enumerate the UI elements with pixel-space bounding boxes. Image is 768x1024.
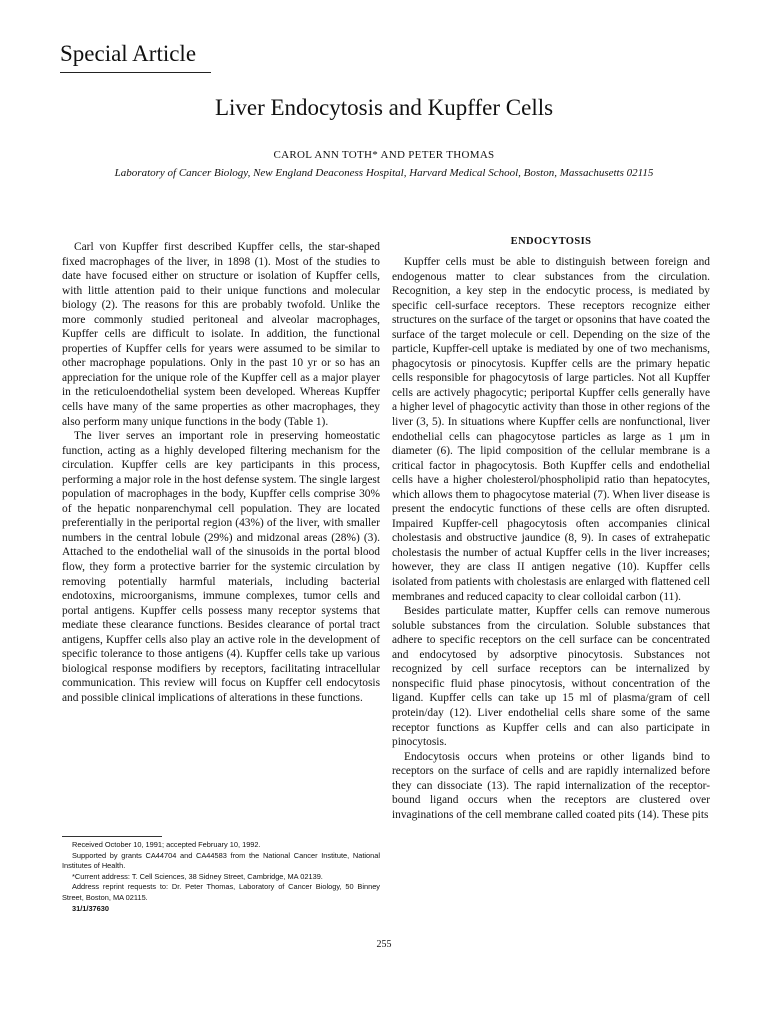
- footnote-supported: Supported by grants CA44704 and CA44583 from the National Cancer Institute, National Institutes of Health.: [62, 850, 380, 871]
- section-rule: [60, 72, 211, 73]
- section-label: Special Article: [60, 41, 197, 66]
- affiliation: Laboratory of Cancer Biology, New England Deaconess Hospital, Harvard Medical School, Boston, Massachusetts 02115: [114, 167, 654, 179]
- footnote-received: Received October 10, 1991; accepted February 10, 1992.: [72, 840, 261, 849]
- footnote-rule: [62, 836, 162, 837]
- paragraph: Endocytosis occurs when proteins or other ligands bind to receptors on the surface of cells and are rapidly internalized before they can dissociate (13). The rapid internalization of the receptor-bound ligand occurs when the receptors are clustered over invaginations of the cell membrane called coated pits (14). These pits: [392, 750, 710, 821]
- footnotes: [62, 840, 380, 914]
- article-title: Liver Endocytosis and Kupffer Cells: [214, 95, 554, 120]
- footnote-current-address: *Current address: T. Cell Sciences, 38 Sidney Street, Cambridge, MA 02139.: [72, 871, 323, 881]
- footnote-reprints: Address reprint requests to: Dr. Peter Thomas, Laboratory of Cancer Biology, 50 Binney Street, Boston, MA 02115.: [62, 882, 380, 902]
- paragraph: The liver serves an important role in preserving homeostatic function, acting as a highly developed filtering mechanism for the circulation. Kupffer cells are key participants in this process, performing a major role in the host defense system. The single largest population of macrophages in the body, Kupffer cells comprise 30% of the hepatic nonparenchymal cell population. They are located preferentially in the periportal region (43%) of the liver, with smaller numbers in the central lobule (29%) and midzonal areas (28%) (3). Attached to the endothelial wall of the sinusoids in the portal blood flow, they form a protective barrier for the systemic circulation by removing potentially harmful materials, including bacterial endotoxins, microorganisms, immune complexes, tumor cells and portal antigens. Kupffer cells possess many receptor systems that mediate these clearance functions. Besides clearance of portal tract antigens, Kupffer cells also play an active role in the development of specific tolerance to those antigens (4). Kupffer cells take up various biological response modifiers by receptors, facilitating intracellular communication. This review will focus on Kupffer cell endocytosis and possible clinical implications of alterations in these functions.: [62, 430, 380, 704]
- right-column: [392, 235, 710, 822]
- section-heading: ENDOCYTOSIS: [510, 236, 592, 247]
- left-column: [62, 240, 380, 706]
- authors: CAROL ANN TOTH* AND PETER THOMAS: [273, 149, 495, 161]
- page-number: 255: [376, 939, 392, 950]
- paragraph: Kupffer cells must be able to distinguish between foreign and endogenous matter to clear substances from the circulation. Recognition, a key step in the endocytic process, is mediated by specific cell-surface receptors. These receptors recognize either structures on the surface of the target or opsonins that have coated the surface of the target molecule or cell. Depending on the size of the particle, Kupffer-cell uptake is mediated by one of two mechanisms, phagocytosis or pinocytosis. Kupffer cells are the primary hepatic cells responsible for phagocytosis of large particles. Not all Kupffer cells are actively phagocytic; periportal Kupffer cells generally have a higher level of phagocytic activity than those in other regions of the liver (3, 5). In situations where Kupffer cells are nonfunctional, liver endothelial cells can phagocytose particles as large as 1 μm in diameter (6). The lipid composition of the cellular membrane is a critical factor in phagocytosis. Both Kupffer cells and endothelial cells have a higher cholesterol/phospholipid ratio than hepatocytes, which allows them to phagocytose material (7). When liver disease is present the endocytic functions of these cells are often disrupted. Impaired Kupffer-cell phagocytosis often accompanies clinical cholestasis and obstructive jaundice (8, 9). In cases of extrahepatic cholestasis the number of actual Kupffer cells in the liver increases; however, they are class II antigen negative (10). Kupffer cells isolated from patients with cholestasis are enlarged with flattened cell membranes and reduced capacity to clear colloidal carbon (11).: [392, 256, 710, 603]
- paragraph: Besides particulate matter, Kupffer cells can remove numerous soluble substances from the circulation. Soluble substances that adhere to specific receptors on the cell surface can be concentrated and endocytosed by adsorptive pinocytosis. Substances not recognized by cell surface receptors can be internalized by nonspecific fluid phase pinocytosis, without concentration of the ligand. Kupffer cells can take up 15 ml of plasma/gram of cell protein/day (12). Liver endothelial cells share some of the same receptor functions as Kupffer cells and can also participate in pinocytosis.: [392, 605, 710, 749]
- paragraph: Carl von Kupffer first described Kupffer cells, the star-shaped fixed macrophages of the liver, in 1898 (1). Most of the studies to date have focused either on structure or isolation of Kupffer cells, with little attention paid to their unique functions and molecular biology (2). The reasons for this are probably twofold. Unlike the more commonly studied peritoneal and alveolar macrophages, Kupffer cells are difficult to isolate. In addition, the functional properties of Kupffer cells for years were assumed to be similar to other macrophage populations. Only in the past 10 yr or so has an appreciation for the unique role of the Kupffer cell as a major player in the reticuloendothelial system been developed. Whereas Kupffer cells have many of the same properties as other macrophages, they also perform many unique functions in the body (Table 1).: [62, 241, 380, 428]
- footnote-doc-code: 31/1/37630: [72, 903, 109, 913]
